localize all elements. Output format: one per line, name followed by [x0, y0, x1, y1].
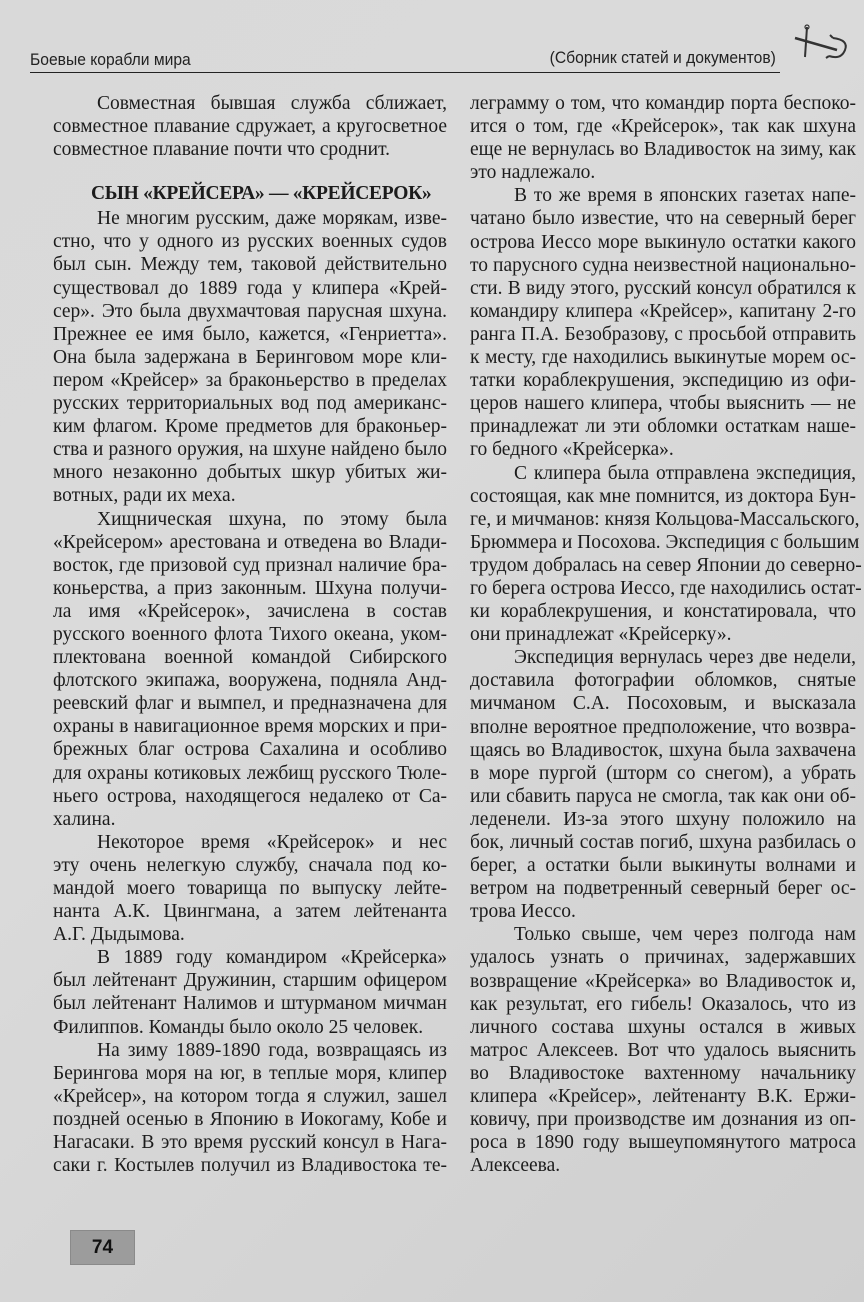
- text-line: они принадлежат «Крейсерку».: [470, 624, 732, 646]
- text-line: В то же время в японских газетах напе-: [514, 185, 856, 207]
- text-line: существовал до 1889 года у клипера «Крей-: [53, 277, 447, 299]
- text-line: сти. В виду этого, русский консул обратился к: [470, 277, 856, 299]
- text-line: роса в 1890 году вышеупомянутого матроса: [470, 1132, 856, 1154]
- text-line: ким флагом. Кроме предметов для браконьер-: [53, 416, 447, 438]
- text-line: С клипера была отправлена экспедиция,: [514, 462, 856, 484]
- text-line: ится о том, где «Крейсерок», так как шхуна: [470, 116, 856, 138]
- text-line: или сбавить паруса не смогла, так как они об-: [470, 785, 856, 807]
- epigraph-line: совместное плавание почти что сроднит.: [53, 139, 391, 161]
- text-line: матрос Алексеев. Вот что удалось выяснить: [470, 1039, 856, 1061]
- text-line: состоящая, как мне помнится, из доктора Бун-: [470, 485, 856, 507]
- anchor-icon: [785, 24, 855, 64]
- text-line: ства и разного оружия, на шхуне найдено было: [53, 439, 447, 461]
- text-line: флотского экипажа, вооружена, подняла Анд-: [53, 670, 447, 692]
- text-line: коньерства, а приз законным. Шхуна получи-: [53, 577, 447, 599]
- text-line: мичманом С.А. Посоховым, и высказала: [470, 693, 856, 715]
- left-column: [53, 92, 447, 1177]
- text-line: леденели. Из-за этого шхуну положило на: [470, 808, 856, 830]
- text-line: то парусного судна неизвестной национально-: [470, 254, 856, 276]
- text-line: брежных благ острова Сахалина и особливо: [53, 739, 447, 761]
- text-line: доставила фотографии обломков, снятые: [470, 670, 856, 692]
- text-line: как результат, его гибель! Оказалось, что из: [470, 993, 856, 1015]
- text-line: татки кораблекрушения, экспедицию из офи-: [470, 370, 856, 392]
- text-line: ньего острова, находящегося недалеко от Са-: [53, 785, 447, 807]
- text-line: личного состава шхуны остался в живых: [470, 1016, 856, 1038]
- text-line: это надлежало.: [470, 162, 596, 184]
- epigraph-line: совместное плавание сдружает, а кругосветное: [53, 116, 447, 138]
- text-line: клипера «Крейсер», лейтенанту В.К. Ержи-: [470, 1086, 856, 1108]
- text-line: Экспедиция вернулась через две недели,: [514, 647, 856, 669]
- text-line: командиру клипера «Крейсер», капитану 2-го: [470, 300, 856, 322]
- book-subtitle: (Сборник статей и документов): [549, 48, 776, 67]
- text-line: плектована военной командой Сибирского: [53, 647, 447, 669]
- text-line: ветром на подветренный северный берег ос-: [470, 878, 856, 900]
- text-line: русских территориальных вод под американс-: [53, 393, 447, 415]
- text-line: го берега острова Иессо, где находились остат-: [470, 577, 862, 599]
- text-line: саки г. Костылев получил из Владивостока те-: [53, 1155, 447, 1177]
- book-title: Боевые корабли мира: [30, 50, 191, 69]
- text-line: чатано было известие, что на северный берег: [470, 208, 856, 230]
- text-line: Некоторое время «Крейсерок» и нес: [97, 831, 447, 853]
- text-line: во Владивостоке вахтенному начальнику: [470, 1062, 856, 1084]
- text-line: ге, и мичманов: князя Кольцова-Массальского,: [470, 508, 860, 530]
- text-line: сер». Это была двухмачтовая парусная шхуна.: [53, 300, 447, 322]
- text-line: Только свыше, чем через полгода нам: [514, 924, 856, 946]
- text-line: трова Иессо.: [470, 901, 576, 923]
- text-line: вполне вероятное предположение, что возвра-: [470, 716, 856, 738]
- right-column: [470, 92, 862, 1177]
- text-line: пером «Крейсер» за браконьерство в пределах: [53, 369, 447, 391]
- text-line: еще не вернулась во Владивосток на зиму, как: [470, 139, 856, 161]
- text-line: церов нашего клипера, чтобы выяснить — не: [470, 393, 856, 415]
- text-line: бок, личный состав погиб, шхуна разбилась о: [470, 832, 856, 853]
- text-line: «Крейсер», на котором тогда я служил, зашел: [53, 1085, 447, 1107]
- text-line: был лейтенант Дружинин, старшим офицером: [53, 970, 447, 992]
- text-line: Не многим русским, даже морякам, изве-: [97, 208, 447, 230]
- text-line: В 1889 году командиром «Крейсерка»: [97, 947, 447, 969]
- text-line: леграмму о том, что командир порта беспоко-: [470, 93, 856, 114]
- text-line: поздней осенью в Японию в Иокогаму, Кобе и: [53, 1108, 447, 1130]
- text-line: Брюммера и Посохова. Экспедиция с большим: [470, 531, 860, 553]
- text-line: Прежнее ее имя было, кажется, «Генриетта».: [53, 323, 447, 345]
- text-line: реевский флаг и вымпел, и предназначена для: [53, 693, 447, 715]
- epigraph-line: Совместная бывшая служба сближает,: [97, 93, 447, 114]
- text-line: стно, что у одного из русских военных судов: [53, 231, 447, 253]
- text-line: ковичу, при производстве им дознания из оп-: [470, 1109, 856, 1131]
- text-line: восток, где призовой суд признал наличие бра-: [53, 554, 447, 576]
- text-line: русского военного флота Тихого океана, уком-: [53, 623, 447, 645]
- text-line: охраны в навигационное время морских и при-: [53, 716, 447, 738]
- text-line: На зиму 1889-1890 года, возвращаясь из: [97, 1039, 447, 1061]
- text-line: принадлежат ли эти обломки остаткам наше-: [470, 416, 856, 438]
- article-heading: СЫН «КРЕЙСЕРА» — «КРЕЙСЕРОК»: [91, 183, 432, 205]
- text-line: Филиппов. Команды было около 25 человек.: [53, 1016, 424, 1038]
- text-line: халина.: [53, 808, 116, 830]
- text-line: мандой моего товарища по выпуску лейте-: [53, 878, 447, 899]
- text-line: трудом добралась на север Японии до северно-: [470, 554, 862, 576]
- running-header: [30, 46, 780, 73]
- text-line: берег, а остатки были выкинуты волнами и: [470, 855, 856, 877]
- text-line: был лейтенант Налимов и штурманом мичман: [53, 993, 447, 1015]
- epigraph: [53, 92, 447, 161]
- text-line: вотных, ради их меха.: [53, 485, 236, 507]
- text-line: в море пургой (шторм со снегом), а убрать: [470, 762, 856, 784]
- text-line: «Крейсером» арестована и отведена во Влади-: [53, 531, 447, 553]
- text-line: нанта А.К. Цвингмана, а затем лейтенанта: [53, 901, 447, 923]
- left-body: [53, 207, 447, 1177]
- text-line: был сын. Между тем, таковой действительно: [53, 254, 447, 276]
- text-line: острова Иессо море выкинуло остатки какого: [470, 231, 856, 253]
- text-line: Хищническая шхуна, по этому была: [97, 508, 447, 530]
- text-line: для охраны котиковых лежбищ русского Тюле-: [53, 762, 447, 784]
- text-line: Нагасаки. В это время русский консул в Нага-: [53, 1132, 447, 1154]
- text-line: к месту, где находились выкинутые морем ос-: [470, 347, 856, 369]
- text-line: щаясь во Владивосток, шхуна была захвачена: [470, 739, 856, 761]
- page-number: 74: [70, 1230, 135, 1265]
- text-line: эту очень нелегкую службу, сначала под ко-: [53, 854, 447, 876]
- text-line: Берингова моря на юг, в теплые моря, клипер: [53, 1062, 447, 1084]
- text-line: ранга П.А. Безобразову, с просьбой отправить: [470, 323, 856, 345]
- text-line: удалось узнать о причинах, задержавших: [470, 947, 856, 969]
- text-line: ки кораблекрушения, и констатировала, что: [470, 601, 856, 623]
- text-line: Алексеева.: [470, 1155, 561, 1177]
- text-line: А.Г. Дыдымова.: [53, 924, 185, 946]
- text-line: много незаконно добытых шкур убитых жи-: [53, 462, 447, 484]
- text-line: го бедного «Крейсерка».: [470, 439, 674, 461]
- text-line: ла имя «Крейсерок», зачислена в состав: [53, 600, 447, 622]
- text-line: возвращение «Крейсерка» во Владивосток и,: [470, 970, 856, 992]
- text-line: Она была задержана в Беринговом море кли-: [53, 346, 447, 368]
